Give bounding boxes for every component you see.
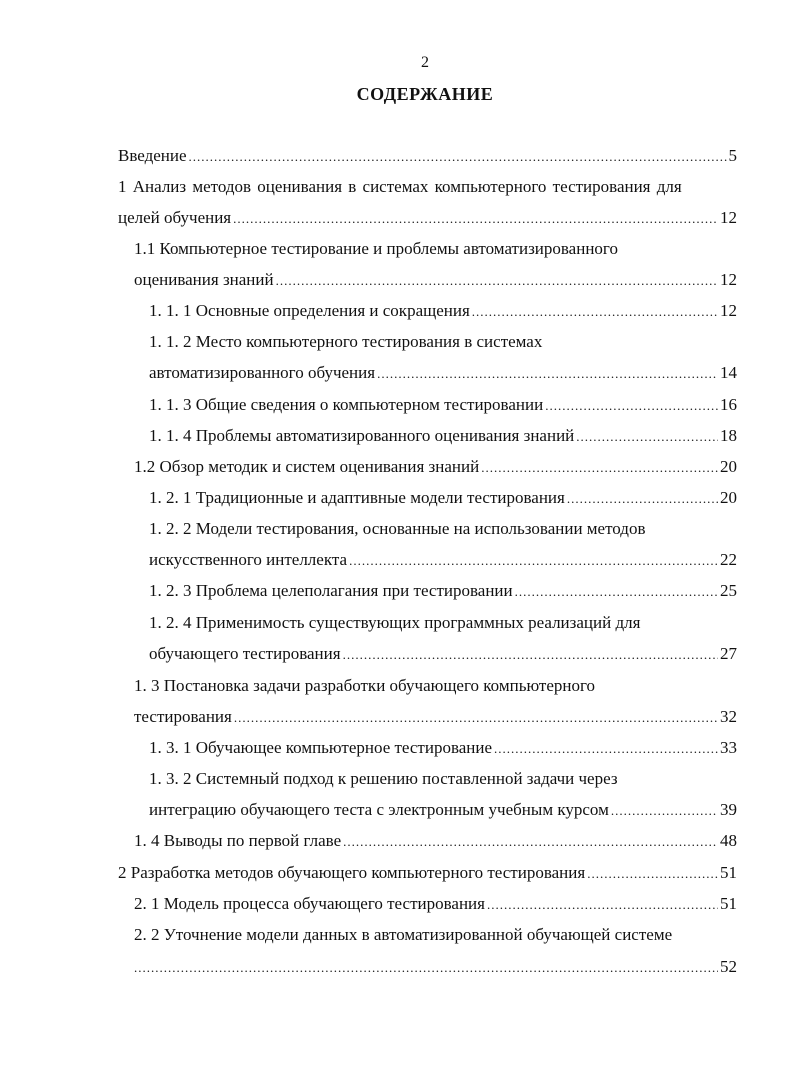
toc-page-number: 20 — [720, 488, 737, 507]
toc-entry-title: 1. 1. 3 Общие сведения о компьютерном тестировании — [149, 395, 544, 414]
toc-page-number: 48 — [720, 831, 737, 850]
toc-entry-1-3-1[interactable] — [149, 737, 737, 759]
toc-entry-ch1[interactable] — [118, 207, 737, 229]
dot-leader — [611, 800, 718, 822]
toc-entry-1-2-4[interactable] — [149, 643, 737, 665]
dot-leader — [343, 644, 718, 666]
dot-leader — [343, 831, 718, 853]
toc-page-number: 51 — [720, 863, 737, 882]
toc-page-number: 5 — [728, 146, 737, 165]
toc-page-number: 18 — [720, 426, 737, 445]
toc-page-number: 51 — [720, 894, 737, 913]
toc-entry-title: искусственного интеллекта — [149, 550, 348, 569]
toc-entry-1-3-2[interactable] — [149, 799, 737, 821]
toc-page-number: 12 — [720, 301, 737, 320]
toc-entry-title: Введение — [118, 146, 187, 165]
dot-leader — [472, 301, 718, 323]
toc-entry-title: 1. 1. 1 Основные определения и сокращения — [149, 301, 470, 320]
toc-entry-title: 2. 1 Модель процесса обучающего тестирования — [134, 894, 485, 913]
toc-entry-1-2-4-line1[interactable]: 1. 2. 4 Применимость существующих программных реализаций для — [149, 613, 641, 632]
dot-leader — [515, 581, 718, 603]
toc-entry-1-2-1[interactable] — [149, 487, 737, 509]
toc-page-number: 39 — [720, 800, 737, 819]
toc-entry-1-2-2[interactable] — [149, 549, 737, 571]
toc-page-number: 27 — [720, 644, 737, 663]
toc-entry-title: интеграцию обучающего теста с электронным учебным курсом — [149, 800, 609, 819]
toc-entry-2-2-line1[interactable]: 2. 2 Уточнение модели данных в автоматизированной обучающей системе — [134, 925, 673, 944]
toc-entry-title: 1. 2. 3 Проблема целеполагания при тестировании — [149, 581, 513, 600]
toc-entry-1-1-1[interactable] — [149, 300, 737, 322]
dot-leader — [481, 457, 718, 479]
dot-leader — [349, 550, 718, 572]
dot-leader — [587, 863, 718, 885]
toc-entry-2-1[interactable] — [134, 893, 737, 915]
toc-page-number: 14 — [720, 363, 737, 382]
toc-page-number: 25 — [720, 581, 737, 600]
toc-entry-1-2-2-line1[interactable]: 1. 2. 2 Модели тестирования, основанные на использовании методов — [149, 519, 646, 538]
toc-entry-title: 1. 2. 1 Традиционные и адаптивные модели тестирования — [149, 488, 565, 507]
dot-leader — [494, 738, 718, 760]
toc-page-number: 32 — [720, 707, 737, 726]
dot-leader — [276, 270, 718, 292]
toc-entry-ch2[interactable] — [118, 862, 737, 884]
dot-leader — [233, 208, 718, 230]
toc-entry-1-1-3[interactable] — [149, 394, 737, 416]
toc-page-number: 12 — [720, 208, 737, 227]
toc-entry-title: тестирования — [134, 707, 232, 726]
toc-entry-title: 1. 1. 4 Проблемы автоматизированного оценивания знаний — [149, 426, 575, 445]
page-number: 2 — [421, 54, 429, 71]
toc-entry-1-1-2[interactable] — [149, 362, 737, 384]
toc-entry-1-3-2-line1[interactable]: 1. 3. 2 Системный подход к решению поставленной задачи через — [149, 769, 618, 788]
toc-entry-1-1-4[interactable] — [149, 425, 737, 447]
dot-leader — [377, 363, 718, 385]
dot-leader — [567, 488, 718, 510]
toc-entry-title: автоматизированного обучения — [149, 363, 376, 382]
toc-entry-1-1[interactable] — [134, 269, 737, 291]
toc-entry-1-3[interactable] — [134, 706, 737, 728]
toc-entry-1-2-3[interactable] — [149, 580, 737, 602]
toc-page-number: 16 — [720, 395, 737, 414]
toc-entry-intro[interactable] — [118, 145, 737, 167]
toc-page-number: 22 — [720, 550, 737, 569]
toc-page-number: 20 — [720, 457, 737, 476]
toc-entry-title: оценивания знаний — [134, 270, 274, 289]
toc-page-number: 12 — [720, 270, 737, 289]
toc-page-number: 33 — [720, 738, 737, 757]
toc-page-number: 52 — [720, 957, 737, 976]
toc-entry-1-1-2-line1[interactable]: 1. 1. 2 Место компьютерного тестирования в системах — [149, 332, 543, 351]
toc-entry-title: целей обучения — [118, 208, 232, 227]
toc-entry-title: обучающего тестирования — [149, 644, 341, 663]
dot-leader — [576, 426, 718, 448]
toc-entry-title: 1. 3. 1 Обучающее компьютерное тестирование — [149, 738, 493, 757]
toc-entry-title: 1.2 Обзор методик и систем оценивания знаний — [134, 457, 480, 476]
page-title: СОДЕРЖАНИЕ — [356, 84, 494, 104]
toc-entry-1-3-line1[interactable]: 1. 3 Постановка задачи разработки обучающего компьютерного — [134, 676, 596, 695]
toc-entry-1-1-line1[interactable]: 1.1 Компьютерное тестирование и проблемы автоматизированного — [134, 239, 618, 258]
toc-entry-1-4[interactable] — [134, 830, 737, 852]
toc-entry-title: 1. 4 Выводы по первой главе — [134, 831, 342, 850]
dot-leader — [487, 894, 718, 916]
dot-leader — [234, 707, 718, 729]
toc-entry-title: 2 Разработка методов обучающего компьютерного тестирования — [118, 863, 586, 882]
dot-leader — [545, 395, 718, 417]
toc-entry-1-2[interactable] — [134, 456, 737, 478]
dot-leader — [189, 146, 727, 168]
toc-entry-ch1-line1[interactable]: 1 Анализ методов оценивания в системах компьютерного тестирования для — [118, 177, 682, 196]
toc-entry-2-2[interactable] — [134, 956, 737, 978]
dot-leader — [134, 957, 718, 979]
